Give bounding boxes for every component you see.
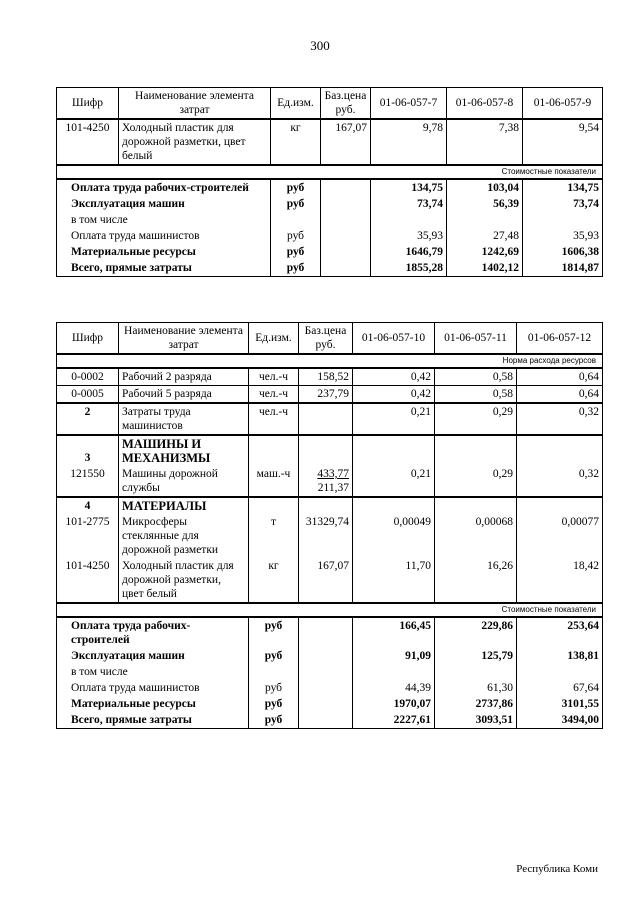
row-code: 0-0005 <box>57 386 119 404</box>
empty-cell <box>435 497 517 514</box>
row-value-3: 0,64 <box>517 368 603 386</box>
table-row <box>57 558 603 603</box>
summary-value-3: 134,75 <box>523 179 603 196</box>
row-value-1: 9,78 <box>371 119 447 165</box>
summary-row <box>57 712 603 729</box>
summary-unit <box>271 212 321 228</box>
summary-unit: руб <box>271 244 321 260</box>
header-code: Шифр <box>57 88 119 120</box>
row-code: 101-2775 <box>57 514 119 558</box>
row-name: Холодный пластик для дорожной разметки, цвет белый <box>119 558 249 603</box>
summary-unit: руб <box>249 617 299 648</box>
section-code: 4 <box>57 497 119 514</box>
row-price: 237,79 <box>299 386 353 404</box>
summary-value-2: 1402,12 <box>447 260 523 277</box>
cost-table-1 <box>56 87 603 277</box>
summary-name: Оплата труда машинистов <box>57 680 249 696</box>
page-number: 300 <box>310 38 330 53</box>
header-col-1: 01-06-057-10 <box>353 323 435 355</box>
section-note: Стоимостные показатели <box>57 603 603 617</box>
row-price <box>299 466 353 497</box>
row-name: Рабочий 2 разряда <box>119 368 249 386</box>
header-col-3: 01-06-057-9 <box>523 88 603 120</box>
row-value-1: 0,21 <box>353 466 435 497</box>
table-row <box>57 368 603 386</box>
table-row <box>57 514 603 558</box>
row-value-3: 9,54 <box>523 119 603 165</box>
summary-name: Материальные ресурсы <box>57 244 271 260</box>
summary-value-3: 35,93 <box>523 228 603 244</box>
summary-unit <box>249 664 299 680</box>
row-unit: чел.-ч <box>249 403 299 435</box>
empty-cell <box>517 497 603 514</box>
row-unit: кг <box>271 119 321 165</box>
row-value-1: 0,42 <box>353 368 435 386</box>
summary-row <box>57 228 603 244</box>
row-name: Затраты труда машинистов <box>119 403 249 435</box>
row-value-2: 0,58 <box>435 368 517 386</box>
header-price: Баз.цена руб. <box>299 323 353 355</box>
summary-row <box>57 196 603 212</box>
summary-value-3: 3494,00 <box>517 712 603 729</box>
row-unit: т <box>249 514 299 558</box>
summary-value-1 <box>353 664 435 680</box>
summary-value-2: 56,39 <box>447 196 523 212</box>
summary-row <box>57 244 603 260</box>
summary-price <box>299 617 353 648</box>
summary-value-1: 73,74 <box>371 196 447 212</box>
summary-price <box>321 244 371 260</box>
row-value-2: 0,58 <box>435 386 517 404</box>
row-name: Холодный пластик для дорожной разметки, цвет белый <box>119 119 271 165</box>
summary-value-1: 1646,79 <box>371 244 447 260</box>
row-code: 121550 <box>57 466 119 497</box>
row-code: 101-4250 <box>57 119 119 165</box>
summary-row <box>57 664 603 680</box>
summary-name: Оплата труда рабочих-строителей <box>57 179 271 196</box>
summary-value-2: 27,48 <box>447 228 523 244</box>
summary-value-3: 1606,38 <box>523 244 603 260</box>
summary-price <box>321 260 371 277</box>
summary-value-3: 138,81 <box>517 648 603 664</box>
row-unit: кг <box>249 558 299 603</box>
empty-cell <box>517 435 603 466</box>
table-header-row <box>57 323 603 355</box>
row-value-2: 0,29 <box>435 403 517 435</box>
header-name: Наименование элемента затрат <box>119 88 271 120</box>
row-price <box>299 403 353 435</box>
summary-price <box>299 680 353 696</box>
summary-value-1: 91,09 <box>353 648 435 664</box>
row-unit: чел.-ч <box>249 386 299 404</box>
summary-value-2: 1242,69 <box>447 244 523 260</box>
header-name: Наименование элемента затрат <box>119 323 249 355</box>
row-price: 158,52 <box>299 368 353 386</box>
section-header-row <box>57 435 603 466</box>
summary-value-1: 1855,28 <box>371 260 447 277</box>
summary-price <box>321 212 371 228</box>
row-value-2: 0,00068 <box>435 514 517 558</box>
summary-value-1: 44,39 <box>353 680 435 696</box>
summary-name: в том числе <box>57 664 249 680</box>
row-value-2: 16,26 <box>435 558 517 603</box>
row-price: 167,07 <box>299 558 353 603</box>
summary-value-2: 229,86 <box>435 617 517 648</box>
summary-row <box>57 179 603 196</box>
norm-note-row <box>57 354 603 368</box>
summary-value-2 <box>435 664 517 680</box>
row-name: Машины дорожной службы <box>119 466 249 497</box>
empty-cell <box>435 435 517 466</box>
summary-unit: руб <box>249 648 299 664</box>
header-col-2: 01-06-057-11 <box>435 323 517 355</box>
summary-row <box>57 212 603 228</box>
summary-unit: руб <box>249 712 299 729</box>
summary-unit: руб <box>249 680 299 696</box>
header-unit: Ед.изм. <box>249 323 299 355</box>
summary-value-2: 103,04 <box>447 179 523 196</box>
summary-name: Оплата труда машинистов <box>57 228 271 244</box>
header-col-1: 01-06-057-7 <box>371 88 447 120</box>
header-price: Баз.цена руб. <box>321 88 371 120</box>
summary-unit: руб <box>249 696 299 712</box>
summary-value-3: 253,64 <box>517 617 603 648</box>
empty-cell <box>249 497 299 514</box>
table-header-row <box>57 88 603 120</box>
summary-value-1: 166,45 <box>353 617 435 648</box>
summary-name: в том числе <box>57 212 271 228</box>
row-code: 2 <box>57 403 119 435</box>
empty-cell <box>353 497 435 514</box>
section-note: Стоимостные показатели <box>57 165 603 179</box>
row-name: Микросферы стеклянные для дорожной разметки <box>119 514 249 558</box>
summary-value-2: 2737,86 <box>435 696 517 712</box>
summary-row <box>57 696 603 712</box>
row-price: 31329,74 <box>299 514 353 558</box>
row-price: 167,07 <box>321 119 371 165</box>
row-value-1: 11,70 <box>353 558 435 603</box>
row-value-1: 0,21 <box>353 403 435 435</box>
norm-note: Норма расхода ресурсов <box>57 354 603 368</box>
header-col-2: 01-06-057-8 <box>447 88 523 120</box>
summary-value-1 <box>371 212 447 228</box>
row-unit: чел.-ч <box>249 368 299 386</box>
row-value-3: 18,42 <box>517 558 603 603</box>
summary-value-1: 35,93 <box>371 228 447 244</box>
summary-unit: руб <box>271 196 321 212</box>
summary-name: Материальные ресурсы <box>57 696 249 712</box>
row-value-3: 0,64 <box>517 386 603 404</box>
row-code: 101-4250 <box>57 558 119 603</box>
summary-row <box>57 648 603 664</box>
summary-value-2: 3093,51 <box>435 712 517 729</box>
price-value: 433,77 <box>317 468 349 480</box>
row-value-1: 0,00049 <box>353 514 435 558</box>
table-row <box>57 119 603 165</box>
summary-price <box>321 179 371 196</box>
row-name: Рабочий 5 разряда <box>119 386 249 404</box>
section-title: МАТЕРИАЛЫ <box>119 497 249 514</box>
summary-unit: руб <box>271 260 321 277</box>
summary-unit: руб <box>271 228 321 244</box>
row-code: 0-0002 <box>57 368 119 386</box>
header-unit: Ед.изм. <box>271 88 321 120</box>
row-unit: маш.-ч <box>249 466 299 497</box>
cost-table-2 <box>56 322 603 729</box>
section-code: 3 <box>57 435 119 466</box>
section-note-row <box>57 603 603 617</box>
summary-unit: руб <box>271 179 321 196</box>
section-note-row <box>57 165 603 179</box>
summary-name: Эксплуатация машин <box>57 648 249 664</box>
summary-value-3: 1814,87 <box>523 260 603 277</box>
summary-value-3: 3101,55 <box>517 696 603 712</box>
empty-cell <box>299 435 353 466</box>
summary-row <box>57 260 603 277</box>
empty-cell <box>299 497 353 514</box>
empty-cell <box>249 435 299 466</box>
summary-value-2: 125,79 <box>435 648 517 664</box>
footer-region: Республика Коми <box>516 863 598 875</box>
header-code: Шифр <box>57 323 119 355</box>
summary-row <box>57 680 603 696</box>
summary-price <box>299 648 353 664</box>
summary-price <box>299 712 353 729</box>
summary-value-1: 134,75 <box>371 179 447 196</box>
row-value-1: 0,42 <box>353 386 435 404</box>
summary-value-3 <box>517 664 603 680</box>
summary-value-2: 61,30 <box>435 680 517 696</box>
summary-value-3: 73,74 <box>523 196 603 212</box>
row-value-3: 0,00077 <box>517 514 603 558</box>
summary-value-2 <box>447 212 523 228</box>
summary-value-1: 1970,07 <box>353 696 435 712</box>
price-value-2: 211,37 <box>317 482 349 494</box>
header-col-3: 01-06-057-12 <box>517 323 603 355</box>
table-row <box>57 466 603 497</box>
row-value-2: 0,29 <box>435 466 517 497</box>
summary-price <box>299 696 353 712</box>
summary-value-3: 67,64 <box>517 680 603 696</box>
summary-price <box>321 228 371 244</box>
summary-value-1: 2227,61 <box>353 712 435 729</box>
summary-name: Оплата труда рабочих-строителей <box>57 617 249 648</box>
summary-name: Эксплуатация машин <box>57 196 271 212</box>
summary-price <box>299 664 353 680</box>
summary-name: Всего, прямые затраты <box>57 260 271 277</box>
row-value-3: 0,32 <box>517 403 603 435</box>
summary-row <box>57 617 603 648</box>
table-row <box>57 403 603 435</box>
summary-name: Всего, прямые затраты <box>57 712 249 729</box>
section-header-row <box>57 497 603 514</box>
section-title: МАШИНЫ И МЕХАНИЗМЫ <box>119 435 249 466</box>
row-value-3: 0,32 <box>517 466 603 497</box>
row-value-2: 7,38 <box>447 119 523 165</box>
summary-value-3 <box>523 212 603 228</box>
empty-cell <box>353 435 435 466</box>
summary-price <box>321 196 371 212</box>
table-row <box>57 386 603 404</box>
